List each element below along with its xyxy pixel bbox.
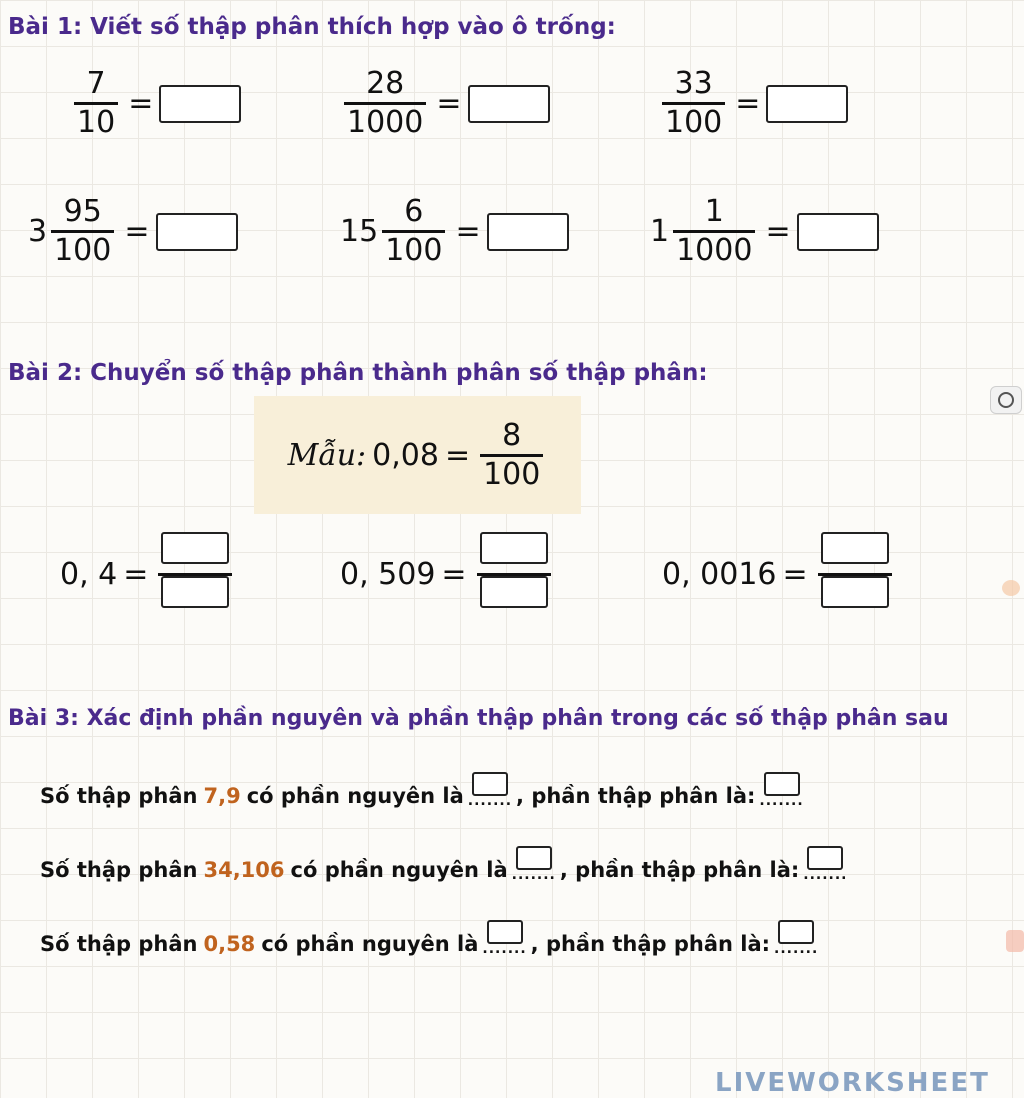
decimal-part-blank[interactable]: ....... [774, 920, 818, 956]
integer-part-blank[interactable]: ....... [468, 772, 512, 808]
denominator: 1000 [676, 233, 753, 268]
answer-box[interactable] [156, 213, 238, 251]
decimal-number: 34,106 [203, 858, 285, 882]
decimal-part-blank[interactable]: ....... [803, 846, 847, 882]
fraction [51, 194, 114, 269]
numerator-box[interactable] [161, 532, 229, 564]
decimal-number: 7,9 [203, 784, 241, 808]
equals-sign: = [436, 86, 462, 121]
ex3-item-3 [40, 920, 822, 956]
fraction [662, 66, 725, 141]
answer-fraction [818, 532, 892, 617]
decimal-value: 0, 509 [340, 557, 436, 592]
denominator: 100 [483, 456, 541, 492]
answer-box[interactable] [797, 213, 879, 251]
whole-part: 1 [650, 214, 670, 249]
answer-fraction [158, 532, 232, 617]
denominator-box[interactable] [161, 576, 229, 608]
numerator: 1 [704, 194, 724, 229]
sentence-suffix: , phần thập phân là: [530, 932, 771, 956]
exercise-2-title: Bài 2: Chuyển số thập phân thành phân số thập phân: [8, 360, 708, 386]
denominator: 100 [385, 233, 443, 268]
numerator-box[interactable] [480, 532, 548, 564]
ex1-item-6 [650, 194, 879, 269]
sentence-middle: có phần nguyên là [290, 858, 508, 882]
equals-sign: = [735, 86, 761, 121]
fraction [74, 66, 118, 141]
numerator-box[interactable] [821, 532, 889, 564]
denominator: 1000 [347, 105, 424, 140]
decoration [1006, 930, 1024, 952]
fraction [673, 194, 755, 269]
equals-sign: = [128, 86, 154, 121]
answer-box[interactable] [487, 213, 569, 251]
equals-sign: = [765, 214, 791, 249]
integer-part-blank[interactable]: ....... [512, 846, 556, 882]
denominator: 100 [665, 105, 723, 140]
sample-label: Mẫu: [287, 437, 367, 473]
ex1-item-3 [658, 66, 848, 141]
ex1-item-5 [340, 194, 569, 269]
decimal-number: 0,58 [203, 932, 256, 956]
ex1-item-1 [70, 66, 241, 141]
equals-sign: = [455, 214, 481, 249]
integer-part-blank[interactable]: ....... [482, 920, 526, 956]
numerator: 6 [404, 194, 424, 229]
answer-fraction [477, 532, 551, 617]
numerator: 7 [86, 66, 106, 101]
sentence-prefix: Số thập phân [40, 932, 198, 956]
sample-box [254, 396, 581, 514]
sentence-prefix: Số thập phân [40, 858, 198, 882]
sentence-suffix: , phần thập phân là: [559, 858, 800, 882]
whole-part: 3 [28, 214, 48, 249]
ex1-item-2 [340, 66, 550, 141]
sentence-middle: có phần nguyên là [246, 784, 464, 808]
equals-sign: = [444, 437, 471, 473]
denominator-box[interactable] [480, 576, 548, 608]
decimal-part-blank[interactable]: ....... [759, 772, 803, 808]
numerator: 8 [502, 417, 522, 453]
ex3-item-1 [40, 772, 808, 808]
fraction [344, 66, 426, 141]
ex2-item-3 [662, 532, 896, 617]
denominator-box[interactable] [821, 576, 889, 608]
denominator: 100 [54, 233, 112, 268]
sentence-prefix: Số thập phân [40, 784, 198, 808]
fraction [382, 194, 445, 269]
ex3-item-2 [40, 846, 852, 882]
exercise-3-title: Bài 3: Xác định phần nguyên và phần thập phân trong các số thập phân sau [8, 706, 949, 731]
equals-sign: = [123, 557, 149, 592]
equals-sign: = [782, 557, 808, 592]
sample-fraction [480, 418, 543, 493]
decoration [1002, 580, 1020, 596]
answer-box[interactable] [766, 85, 848, 123]
sample-decimal: 0,08 [372, 437, 439, 473]
exercise-1-title: Bài 1: Viết số thập phân thích hợp vào ô trống: [8, 14, 616, 40]
numerator: 28 [366, 66, 405, 101]
ex2-item-1 [60, 532, 236, 617]
whole-part: 15 [340, 214, 379, 249]
sentence-suffix: , phần thập phân là: [516, 784, 756, 808]
denominator: 10 [77, 105, 116, 140]
equals-sign: = [124, 214, 150, 249]
numerator: 33 [674, 66, 713, 101]
ex1-item-4 [28, 194, 238, 269]
camera-icon[interactable] [990, 386, 1022, 414]
answer-box[interactable] [468, 85, 550, 123]
ex2-item-2 [340, 532, 555, 617]
numerator: 95 [63, 194, 102, 229]
liveworksheet-logo: LIVEWORKSHEET [715, 1068, 990, 1098]
equals-sign: = [441, 557, 467, 592]
answer-box[interactable] [159, 85, 241, 123]
sentence-middle: có phần nguyên là [261, 932, 479, 956]
decimal-value: 0, 0016 [662, 557, 777, 592]
decimal-value: 0, 4 [60, 557, 118, 592]
